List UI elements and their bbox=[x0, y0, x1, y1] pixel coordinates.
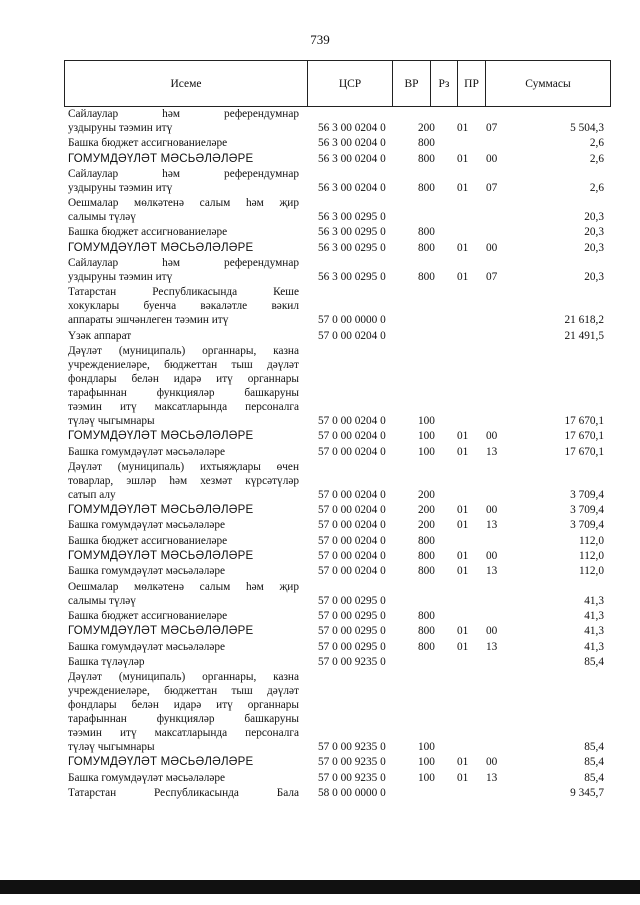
row-vr: 200 bbox=[418, 519, 435, 532]
table-row bbox=[0, 624, 640, 639]
row-rz: 01 bbox=[457, 550, 469, 563]
table-row bbox=[0, 786, 640, 801]
row-pr: 13 bbox=[486, 640, 498, 653]
row-name-line: Дәүләт (муниципаль) органнары, казна bbox=[68, 344, 299, 357]
row-name bbox=[68, 445, 299, 459]
row-sum: 3 709,4 bbox=[570, 488, 604, 501]
row-pr: 00 bbox=[486, 152, 498, 165]
table-row bbox=[0, 136, 640, 151]
row-name bbox=[68, 549, 299, 563]
row-csr: 56 3 00 0295 0 bbox=[318, 211, 386, 224]
row-name bbox=[68, 460, 299, 502]
table-row bbox=[0, 534, 640, 549]
row-csr: 56 3 00 0204 0 bbox=[318, 122, 386, 134]
row-csr: 57 0 00 0204 0 bbox=[318, 550, 386, 563]
row-csr: 56 3 00 0295 0 bbox=[318, 226, 386, 239]
row-vr: 800 bbox=[418, 226, 435, 239]
row-vr: 100 bbox=[418, 771, 435, 784]
row-name-line: товарлар, эшләр һәм хезмәт күрсәтүләр bbox=[68, 474, 299, 487]
row-name-line: хокуклары буенча вәкаләтле вәкил bbox=[68, 300, 299, 313]
table-row bbox=[0, 152, 640, 167]
header-sum: Суммасы bbox=[525, 77, 571, 90]
scan-bottom-bar bbox=[0, 880, 640, 894]
row-name bbox=[68, 107, 299, 135]
row-name bbox=[68, 329, 299, 343]
row-sum: 17 670,1 bbox=[564, 414, 604, 427]
row-name-line: ГОМУМДӘҮЛӘТ МӘСЬӘЛӘЛӘРЕ bbox=[68, 504, 254, 517]
row-pr: 00 bbox=[486, 504, 498, 517]
table-row bbox=[0, 755, 640, 770]
row-csr: 57 0 00 0295 0 bbox=[318, 625, 386, 638]
row-csr: 56 3 00 0204 0 bbox=[318, 137, 386, 150]
row-sum: 41,3 bbox=[584, 609, 604, 622]
table-row bbox=[0, 503, 640, 518]
row-csr: 57 0 00 9235 0 bbox=[318, 655, 386, 668]
row-name bbox=[68, 503, 299, 517]
row-vr: 100 bbox=[418, 414, 435, 427]
row-csr: 57 0 00 0295 0 bbox=[318, 609, 386, 622]
row-pr: 07 bbox=[486, 181, 498, 194]
row-rz: 01 bbox=[457, 445, 469, 458]
row-vr: 800 bbox=[418, 609, 435, 622]
row-pr: 07 bbox=[486, 271, 498, 284]
row-csr: 56 3 00 0204 0 bbox=[318, 181, 386, 194]
row-name bbox=[68, 285, 299, 327]
row-name-line: Башка гомумдәүләт мәсьәләләре bbox=[68, 445, 226, 458]
table-row bbox=[0, 429, 640, 444]
row-rz: 01 bbox=[457, 640, 469, 653]
table-row bbox=[0, 256, 640, 285]
row-csr: 57 0 00 0295 0 bbox=[318, 640, 386, 653]
table-row bbox=[0, 460, 640, 503]
row-csr: 57 0 00 0000 0 bbox=[318, 314, 386, 327]
row-name-line: Сайлаулар һәм референдумнар bbox=[68, 167, 299, 180]
page-number: 739 bbox=[310, 32, 330, 47]
row-pr: 13 bbox=[486, 565, 498, 578]
row-name bbox=[68, 167, 299, 195]
row-name-line: ГОМУМДӘҮЛӘТ МӘСЬӘЛӘЛӘРЕ bbox=[68, 550, 254, 563]
row-name bbox=[68, 655, 299, 669]
table-header bbox=[64, 60, 611, 107]
table-row bbox=[0, 580, 640, 609]
row-csr: 57 0 00 0204 0 bbox=[318, 414, 386, 427]
row-name-line: Башка гомумдәүләт мәсьәләләре bbox=[68, 519, 226, 532]
row-name-line: ГОМУМДӘҮЛӘТ МӘСЬӘЛӘЛӘРЕ bbox=[68, 430, 254, 443]
row-rz: 01 bbox=[457, 430, 469, 443]
row-vr: 800 bbox=[418, 241, 435, 254]
row-name-line: ГОМУМДӘҮЛӘТ МӘСЬӘЛӘЛӘРЕ bbox=[68, 241, 254, 254]
row-name-line: Башка бюджет ассигнованиеләре bbox=[68, 534, 228, 547]
row-pr: 13 bbox=[486, 771, 498, 784]
row-name bbox=[68, 640, 299, 654]
row-name-line: ГОМУМДӘҮЛӘТ МӘСЬӘЛӘЛӘРЕ bbox=[68, 152, 254, 165]
row-sum: 41,3 bbox=[584, 640, 604, 653]
row-vr: 100 bbox=[418, 741, 435, 754]
header-vr: ВР bbox=[393, 61, 431, 106]
row-name-line: салымы түләү bbox=[68, 211, 136, 224]
row-name-line: салымы түләү bbox=[68, 594, 136, 607]
row-name-line: ГОМУМДӘҮЛӘТ МӘСЬӘЛӘЛӘРЕ bbox=[68, 625, 254, 638]
row-pr: 13 bbox=[486, 445, 498, 458]
row-sum: 2,6 bbox=[589, 181, 604, 194]
row-csr: 57 0 00 0204 0 bbox=[318, 430, 386, 443]
row-vr: 800 bbox=[418, 565, 435, 578]
row-vr: 800 bbox=[418, 152, 435, 165]
row-name-line: түләү чыгымнары bbox=[68, 414, 155, 427]
row-name-line: Башка гомумдәүләт мәсьәләләре bbox=[68, 771, 226, 784]
row-csr: 57 0 00 0204 0 bbox=[318, 519, 386, 532]
row-name bbox=[68, 152, 299, 166]
row-rz: 01 bbox=[457, 271, 469, 284]
table-row bbox=[0, 564, 640, 579]
row-name-line: тәэмин итү максатларында персоналга bbox=[68, 400, 299, 413]
row-name-line: аппараты эшчәнлеген тәэмин итү bbox=[68, 314, 229, 327]
row-rz: 01 bbox=[457, 504, 469, 517]
row-csr: 56 3 00 0204 0 bbox=[318, 152, 386, 165]
row-pr: 00 bbox=[486, 550, 498, 563]
row-name-line: Сайлаулар һәм референдумнар bbox=[68, 257, 299, 270]
header-rz: Рз bbox=[431, 61, 458, 106]
table-row bbox=[0, 609, 640, 624]
row-rz: 01 bbox=[457, 771, 469, 784]
row-name-line: учреждениеләре, бюджеттан тыш дәүләт bbox=[68, 685, 299, 698]
row-name bbox=[68, 580, 299, 608]
table-row bbox=[0, 167, 640, 196]
row-sum: 5 504,3 bbox=[570, 122, 604, 134]
row-name-line: Башка гомумдәүләт мәсьәләләре bbox=[68, 640, 226, 653]
row-name bbox=[68, 534, 299, 548]
row-name-line: фондлары белән идарә итү органнары bbox=[68, 372, 299, 385]
row-vr: 100 bbox=[418, 756, 435, 769]
row-vr: 800 bbox=[418, 271, 435, 284]
row-pr: 00 bbox=[486, 241, 498, 254]
row-name bbox=[68, 609, 299, 623]
row-csr: 57 0 00 0204 0 bbox=[318, 565, 386, 578]
table-row bbox=[0, 640, 640, 655]
row-sum: 3 709,4 bbox=[570, 519, 604, 532]
row-csr: 56 3 00 0295 0 bbox=[318, 241, 386, 254]
row-name bbox=[68, 771, 299, 785]
row-name bbox=[68, 225, 299, 239]
row-name-line: Башка бюджет ассигнованиеләре bbox=[68, 226, 228, 239]
row-name bbox=[68, 196, 299, 224]
row-name-line: учреждениеләре, бюджеттан тыш дәүләт bbox=[68, 358, 299, 371]
row-sum: 20,3 bbox=[584, 241, 604, 254]
row-rz: 01 bbox=[457, 152, 469, 165]
row-vr: 800 bbox=[418, 137, 435, 150]
row-sum: 20,3 bbox=[584, 271, 604, 284]
row-name-line: Оешмалар мөлкәтенә салым һәм җир bbox=[68, 197, 299, 210]
row-rz: 01 bbox=[457, 625, 469, 638]
row-name bbox=[68, 241, 299, 255]
row-rz: 01 bbox=[457, 519, 469, 532]
row-csr: 58 0 00 0000 0 bbox=[318, 787, 386, 800]
row-name-line: Башка бюджет ассигнованиеләре bbox=[68, 137, 228, 150]
table-row bbox=[0, 285, 640, 328]
row-name-line: уздыруны тәэмин итү bbox=[68, 122, 173, 134]
table-row bbox=[0, 107, 640, 136]
row-csr: 57 0 00 9235 0 bbox=[318, 741, 386, 754]
table-row bbox=[0, 518, 640, 533]
row-sum: 9 345,7 bbox=[570, 787, 604, 800]
row-csr: 57 0 00 0204 0 bbox=[318, 488, 386, 501]
row-csr: 57 0 00 9235 0 bbox=[318, 756, 386, 769]
row-sum: 21 491,5 bbox=[564, 329, 604, 342]
row-vr: 100 bbox=[418, 430, 435, 443]
row-sum: 41,3 bbox=[584, 594, 604, 607]
row-sum: 85,4 bbox=[584, 655, 604, 668]
row-pr: 00 bbox=[486, 430, 498, 443]
row-csr: 57 0 00 0204 0 bbox=[318, 534, 386, 547]
row-name bbox=[68, 755, 299, 769]
row-vr: 800 bbox=[418, 625, 435, 638]
row-vr: 200 bbox=[418, 122, 435, 134]
row-vr: 800 bbox=[418, 181, 435, 194]
row-name-line: уздыруны тәэмин итү bbox=[68, 271, 173, 284]
table-row bbox=[0, 445, 640, 460]
header-name: Исеме bbox=[65, 61, 308, 106]
row-rz: 01 bbox=[457, 122, 469, 134]
row-sum: 17 670,1 bbox=[564, 430, 604, 443]
row-rz: 01 bbox=[457, 565, 469, 578]
row-vr: 200 bbox=[418, 488, 435, 501]
row-name bbox=[68, 136, 299, 150]
table-row bbox=[0, 771, 640, 786]
row-sum: 3 709,4 bbox=[570, 504, 604, 517]
row-vr: 800 bbox=[418, 550, 435, 563]
table-row bbox=[0, 241, 640, 256]
header-pr: ПР bbox=[458, 61, 486, 106]
row-sum: 2,6 bbox=[589, 137, 604, 150]
row-name-line: тәэмин итү максатларында персоналга bbox=[68, 727, 299, 740]
row-name bbox=[68, 670, 299, 754]
row-sum: 41,3 bbox=[584, 625, 604, 638]
row-name-line: сатып алу bbox=[68, 488, 116, 501]
row-name-line: Башка түләүләр bbox=[68, 655, 145, 668]
row-sum: 112,0 bbox=[579, 550, 604, 563]
row-sum: 112,0 bbox=[579, 565, 604, 578]
row-name bbox=[68, 256, 299, 284]
row-name-line: тарафыннан функцияләр башкаруны bbox=[68, 713, 299, 726]
row-name bbox=[68, 429, 299, 443]
row-vr: 100 bbox=[418, 445, 435, 458]
row-name bbox=[68, 564, 299, 578]
row-name-line: ГОМУМДӘҮЛӘТ МӘСЬӘЛӘЛӘРЕ bbox=[68, 756, 254, 769]
table-row bbox=[0, 196, 640, 225]
header-csr: ЦСР bbox=[308, 61, 393, 106]
row-name bbox=[68, 518, 299, 532]
table-body bbox=[0, 107, 640, 801]
row-name-line: Дәүләт (муниципаль) органнары, казна bbox=[68, 671, 299, 684]
row-name-line: Башка бюджет ассигнованиеләре bbox=[68, 609, 228, 622]
row-name-line: Сайлаулар һәм референдумнар bbox=[68, 108, 299, 120]
row-name-line: түләү чыгымнары bbox=[68, 741, 155, 754]
row-rz: 01 bbox=[457, 756, 469, 769]
row-pr: 00 bbox=[486, 625, 498, 638]
row-name-line: уздыруны тәэмин итү bbox=[68, 181, 173, 194]
row-name bbox=[68, 624, 299, 638]
row-rz: 01 bbox=[457, 241, 469, 254]
row-sum: 2,6 bbox=[589, 152, 604, 165]
row-name-line: Оешмалар мөлкәтенә салым һәм җир bbox=[68, 580, 299, 593]
row-vr: 200 bbox=[418, 504, 435, 517]
row-csr: 57 0 00 9235 0 bbox=[318, 771, 386, 784]
row-vr: 800 bbox=[418, 534, 435, 547]
row-name-line: фондлары белән идарә итү органнары bbox=[68, 699, 299, 712]
row-name-line: тарафыннан функцияләр башкаруны bbox=[68, 386, 299, 399]
row-name-line: Татарстан Республикасында Кеше bbox=[68, 286, 299, 299]
row-csr: 57 0 00 0295 0 bbox=[318, 594, 386, 607]
row-csr: 57 0 00 0204 0 bbox=[318, 329, 386, 342]
row-sum: 21 618,2 bbox=[564, 314, 604, 327]
row-sum: 85,4 bbox=[584, 756, 604, 769]
row-pr: 07 bbox=[486, 122, 498, 134]
row-name bbox=[68, 786, 299, 800]
row-sum: 17 670,1 bbox=[564, 445, 604, 458]
table-row bbox=[0, 225, 640, 240]
row-sum: 20,3 bbox=[584, 211, 604, 224]
row-name-line: Дәүләт (муниципаль) ихтыяҗлары өчен bbox=[68, 460, 299, 473]
row-rz: 01 bbox=[457, 181, 469, 194]
row-name bbox=[68, 344, 299, 428]
row-name-line: Башка гомумдәүләт мәсьәләләре bbox=[68, 565, 226, 578]
row-csr: 56 3 00 0295 0 bbox=[318, 271, 386, 284]
row-name-line: Татарстан Республикасында Бала bbox=[68, 787, 299, 800]
row-csr: 57 0 00 0204 0 bbox=[318, 504, 386, 517]
row-pr: 00 bbox=[486, 756, 498, 769]
table-row bbox=[0, 655, 640, 670]
row-sum: 112,0 bbox=[579, 534, 604, 547]
row-sum: 85,4 bbox=[584, 771, 604, 784]
row-name-line: Үзәк аппарат bbox=[68, 329, 132, 342]
row-vr: 800 bbox=[418, 640, 435, 653]
row-pr: 13 bbox=[486, 519, 498, 532]
table-row bbox=[0, 670, 640, 755]
row-sum: 85,4 bbox=[584, 741, 604, 754]
table-row bbox=[0, 329, 640, 344]
table-row bbox=[0, 344, 640, 429]
table-row bbox=[0, 549, 640, 564]
row-sum: 20,3 bbox=[584, 226, 604, 239]
row-csr: 57 0 00 0204 0 bbox=[318, 445, 386, 458]
